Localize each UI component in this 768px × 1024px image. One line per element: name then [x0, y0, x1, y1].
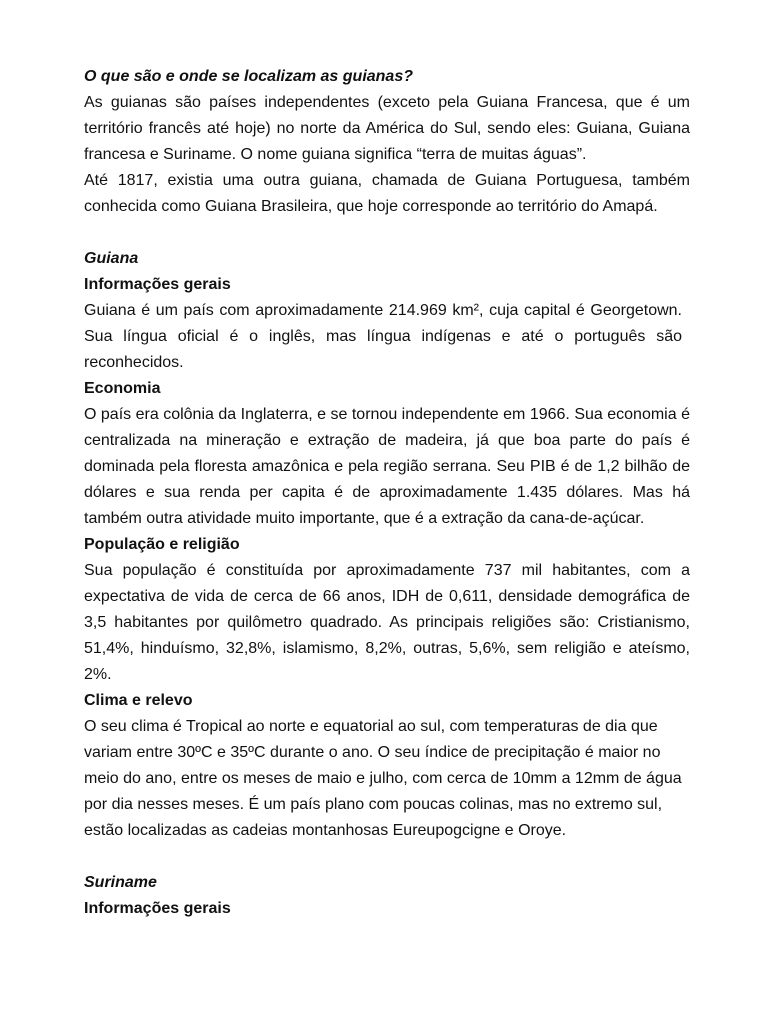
section-title-suriname: Suriname — [84, 874, 157, 891]
blank-line — [84, 844, 690, 870]
guiana-info-text: Guiana é um país com aproximadamente 214.969 km², cuja capital é Georgetown. Sua língua oficial é o inglês, mas língua indígenas e até o português são reconhecidos. — [84, 302, 682, 371]
document-page — [84, 64, 690, 922]
guiana-economy-text: O país era colônia da Inglaterra, e se tornou independente em 1966. Sua economia é centralizada na mineração e extração de madeira, já que boa parte do país é dominada pela floresta amazônica e pela região serrana. Seu PIB é de 1,2 bilhão de dólares e sua renda per capita é de aproximadamente 1.435 dólares. Mas há também outra atividade muito importante, que é a extração da cana-de-açúcar. — [84, 406, 690, 527]
section-title-guiana: Guiana — [84, 250, 139, 267]
guiana-info-heading: Informações gerais — [84, 276, 231, 293]
guiana-population-heading: População e religião — [84, 536, 240, 553]
guiana-economy-heading: Economia — [84, 380, 161, 397]
guiana-climate-heading: Clima e relevo — [84, 692, 193, 709]
intro-title: O que são e onde se localizam as guianas? — [84, 68, 413, 85]
intro-paragraph-2: Até 1817, existia uma outra guiana, chamada de Guiana Portuguesa, também conhecida como Guiana Brasileira, que hoje corresponde ao território do Amapá. — [84, 172, 690, 215]
suriname-info-heading: Informações gerais — [84, 900, 231, 917]
intro-paragraph-1: As guianas são países independentes (exceto pela Guiana Francesa, que é um território francês até hoje) no norte da América do Sul, sendo eles: Guiana, Guiana francesa e Suriname. O nome guiana significa “terra de muitas águas”. — [84, 94, 690, 163]
blank-line — [84, 220, 690, 246]
guiana-climate-text: O seu clima é Tropical ao norte e equatorial ao sul, com temperaturas de dia que variam entre 30ºC e 35ºC durante o ano. O seu índice de precipitação é maior no meio do ano, entre os meses de maio e julho, com cerca de 10mm a 12mm de água por dia nesses meses. É um país plano com poucas colinas, mas no extremo sul, estão localizadas as cadeias montanhosas Eureupogcigne e Oroye. — [84, 718, 682, 839]
guiana-population-text: Sua população é constituída por aproximadamente 737 mil habitantes, com a expectativa de vida de cerca de 66 anos, IDH de 0,611, densidade demográfica de 3,5 habitantes por quilômetro quadrado. As principais religiões são: Cristianismo, 51,4%, hinduísmo, 32,8%, islamismo, 8,2%, outras, 5,6%, sem religião e ateísmo, 2%. — [84, 562, 690, 683]
